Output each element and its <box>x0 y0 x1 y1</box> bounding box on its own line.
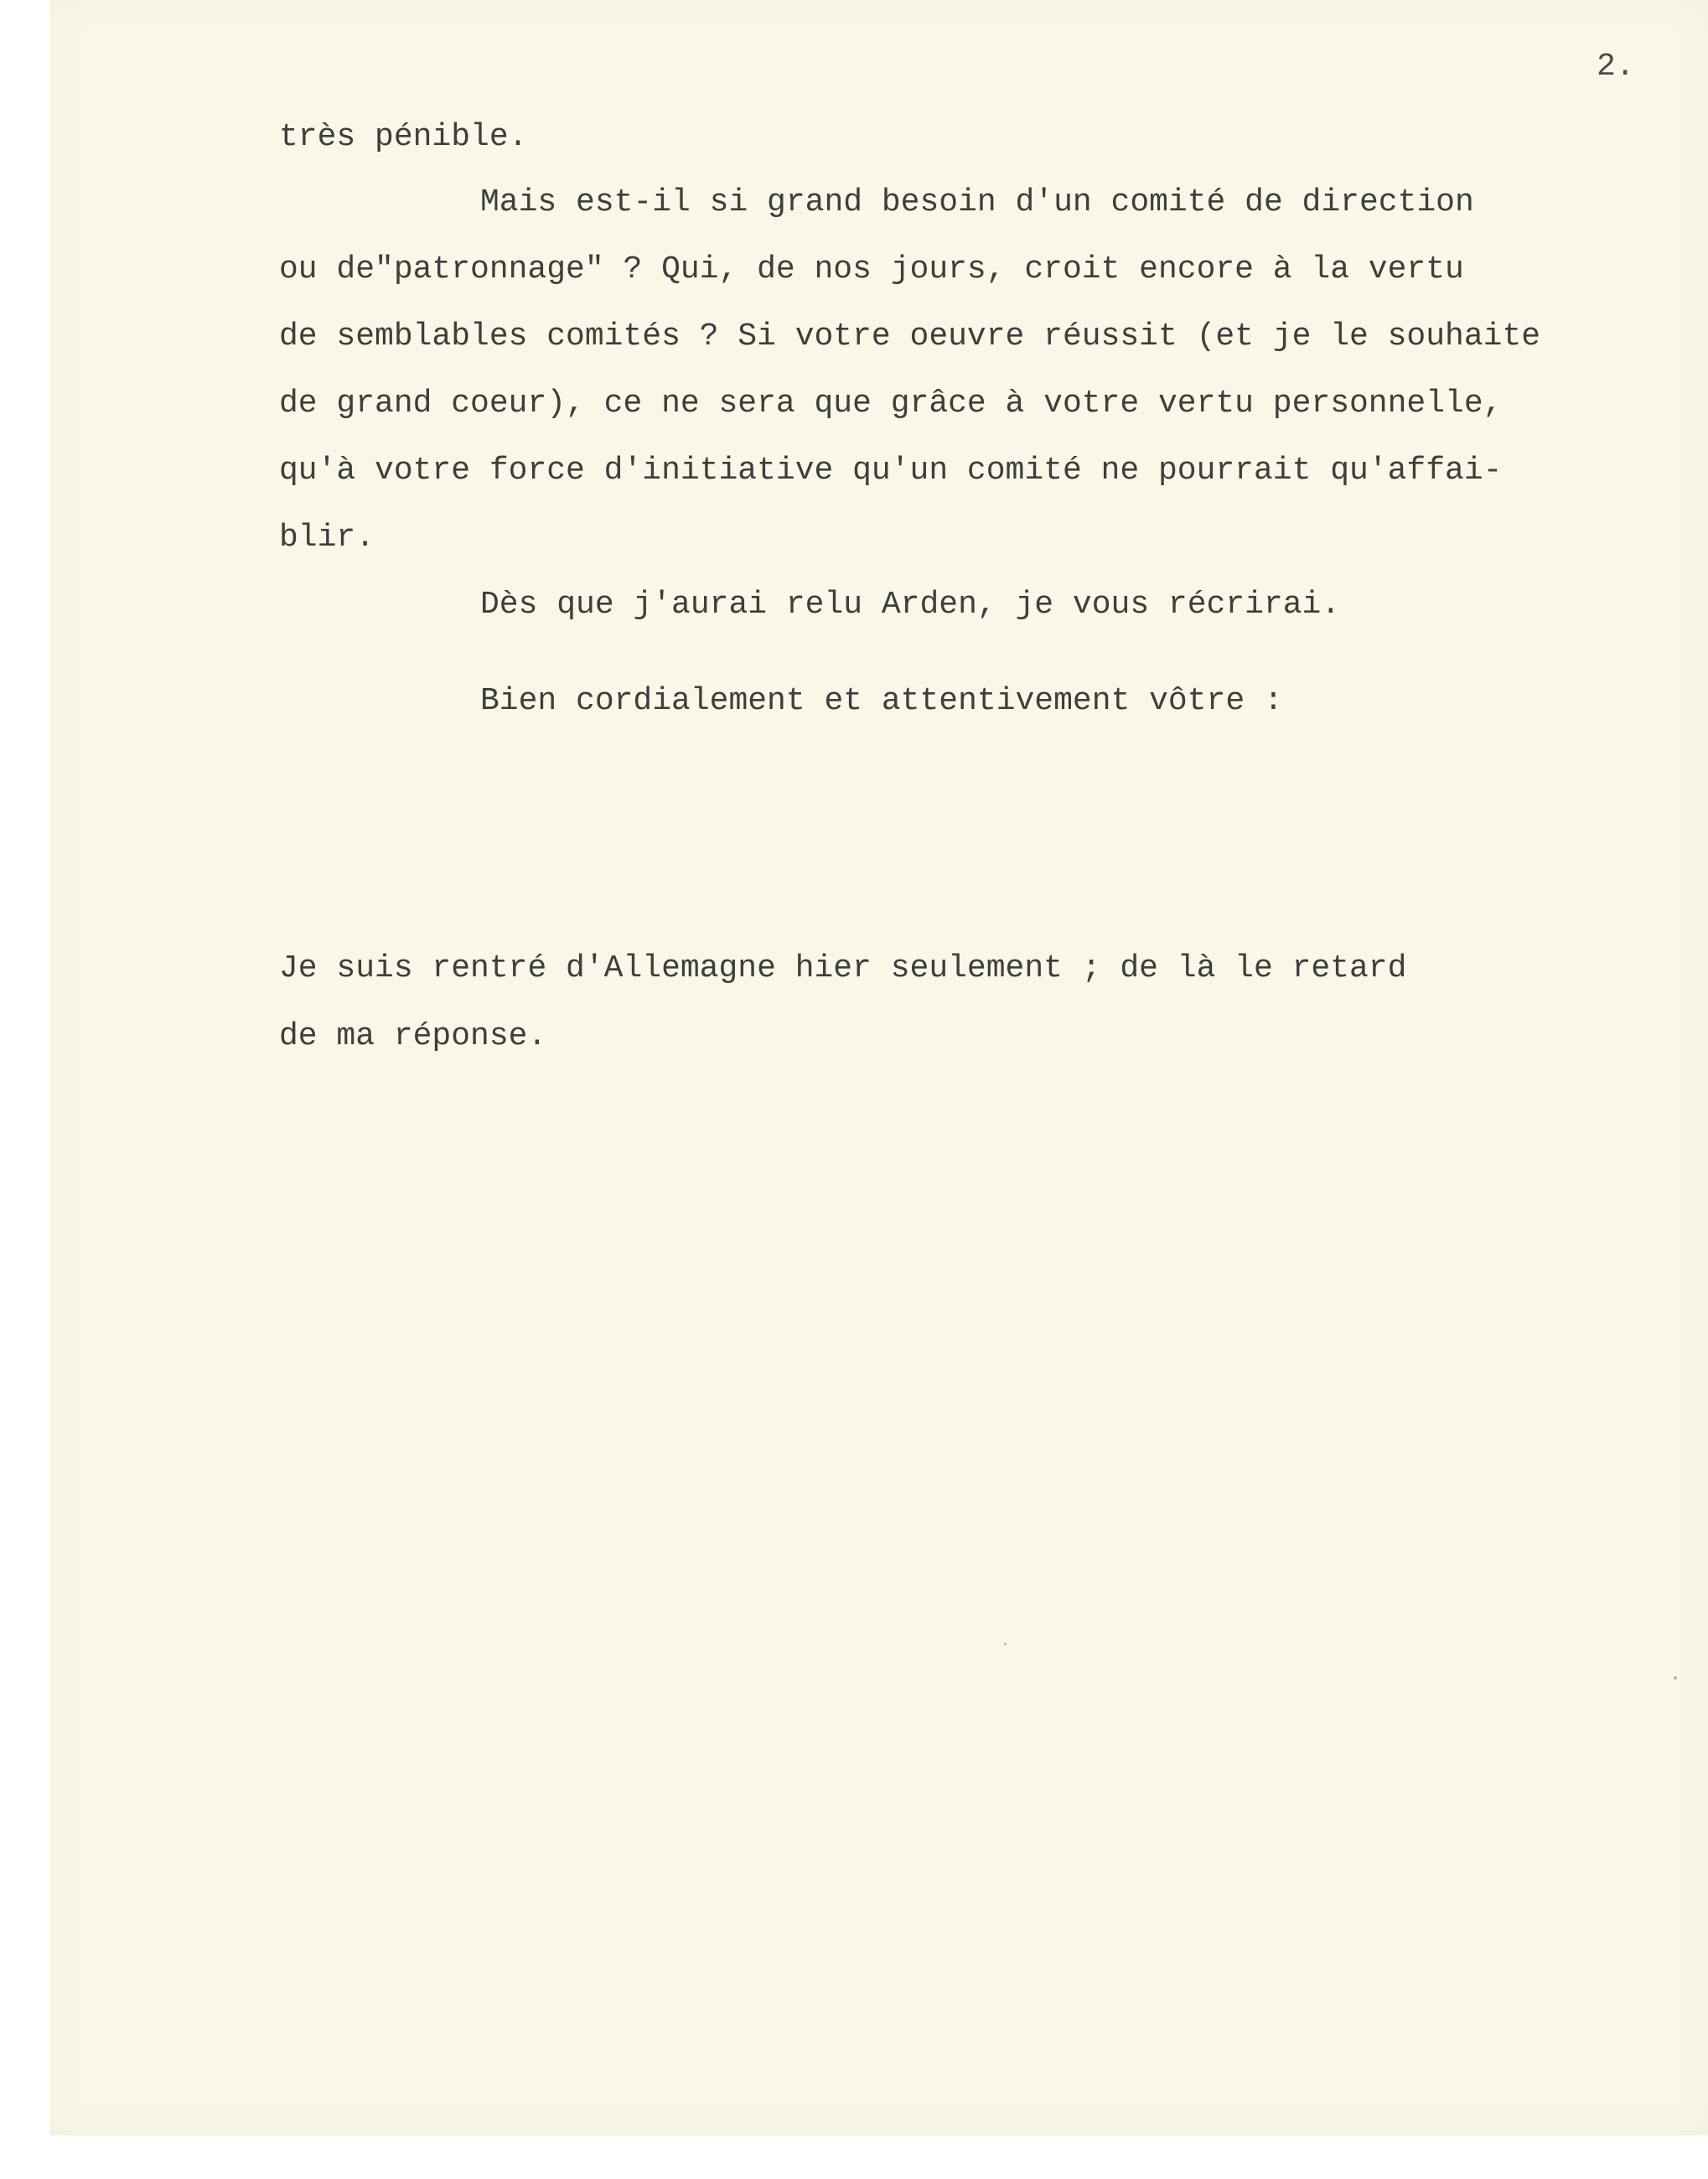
paper-speck <box>1004 1643 1007 1645</box>
body-line: Dès que j'aurai relu Arden, je vous récrirai. <box>480 587 1341 623</box>
letter-page <box>50 0 1708 2135</box>
body-line: très pénible. <box>279 119 528 155</box>
body-line: de grand coeur), ce ne sera que grâce à votre vertu personnelle, <box>279 386 1503 422</box>
body-line: de semblables comités ? Si votre oeuvre réussit (et je le souhaite <box>279 318 1541 355</box>
body-line: ou de"patronnage" ? Qui, de nos jours, croit encore à la vertu <box>279 251 1464 287</box>
postscript-line: de ma réponse. <box>279 1018 547 1054</box>
closing-line: Bien cordialement et attentivement vôtre : <box>480 683 1283 719</box>
body-line: Mais est-il si grand besoin d'un comité de direction <box>480 184 1474 220</box>
body-line: qu'à votre force d'initiative qu'un comité ne pourrait qu'affai- <box>279 453 1503 489</box>
postscript-line: Je suis rentré d'Allemagne hier seulement ; de là le retard <box>279 950 1407 986</box>
page-number: 2. <box>1597 49 1635 85</box>
body-line: blir. <box>279 520 375 556</box>
paper-speck <box>1674 1676 1677 1680</box>
